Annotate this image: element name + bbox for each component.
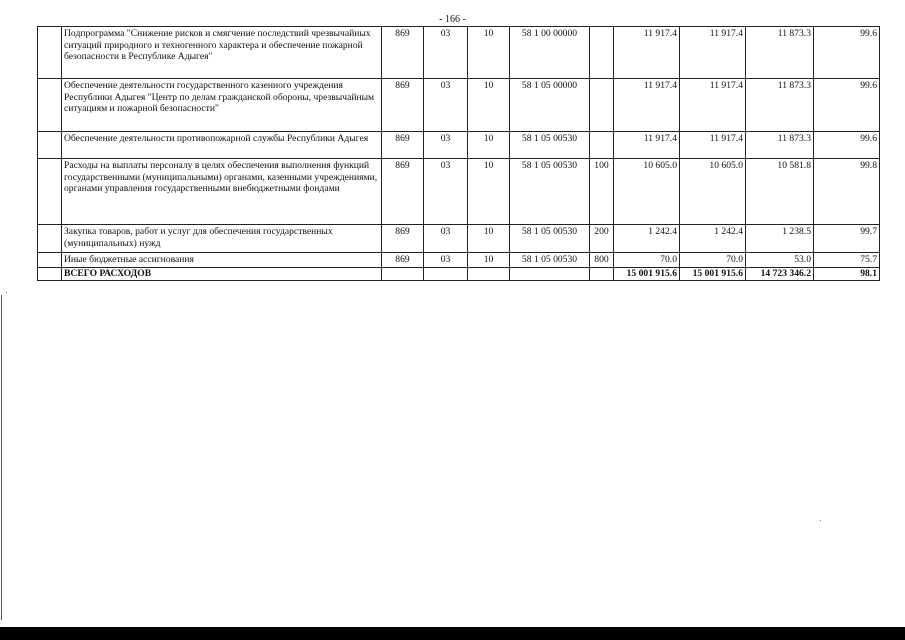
cell-percent: 99.6 xyxy=(814,79,880,132)
total-executed: 14 723 346.2 xyxy=(746,267,814,280)
cell-percent: 99.6 xyxy=(814,132,880,159)
cell-rz: 03 xyxy=(424,132,468,159)
cell-plan: 70.0 xyxy=(614,253,680,268)
total-percent: 98.1 xyxy=(814,267,880,280)
empty-cell xyxy=(382,267,424,280)
total-row xyxy=(38,267,880,280)
empty-cell xyxy=(38,79,62,132)
cell-refined: 11 917.4 xyxy=(680,132,746,159)
empty-cell xyxy=(468,267,510,280)
cell-rz: 03 xyxy=(424,225,468,253)
cell-executed: 11 873.3 xyxy=(746,79,814,132)
cell-gr: 869 xyxy=(382,79,424,132)
cell-gr: 869 xyxy=(382,132,424,159)
cell-executed: 1 238.5 xyxy=(746,225,814,253)
cell-refined: 11 917.4 xyxy=(680,79,746,132)
total-plan: 15 001 915.6 xyxy=(614,267,680,280)
empty-cell xyxy=(38,225,62,253)
cell-pr: 10 xyxy=(468,79,510,132)
cell-pr: 10 xyxy=(468,253,510,268)
total-label: ВСЕГО РАСХОДОВ xyxy=(62,267,382,280)
budget-table xyxy=(37,26,880,281)
cell-percent: 99.8 xyxy=(814,159,880,225)
cell-rz: 03 xyxy=(424,79,468,132)
cell-executed: 53.0 xyxy=(746,253,814,268)
cell-refined: 70.0 xyxy=(680,253,746,268)
cell-csr: 58 1 05 00530 xyxy=(510,253,590,268)
scan-speck xyxy=(6,292,7,293)
table-row xyxy=(38,225,880,253)
cell-rz: 03 xyxy=(424,27,468,79)
cell-rz: 03 xyxy=(424,159,468,225)
cell-pr: 10 xyxy=(468,225,510,253)
cell-rz: 03 xyxy=(424,253,468,268)
cell-vr xyxy=(590,27,614,79)
empty-cell xyxy=(38,132,62,159)
cell-csr: 58 1 05 00530 xyxy=(510,225,590,253)
total-refined: 15 001 915.6 xyxy=(680,267,746,280)
table-row xyxy=(38,132,880,159)
row-name: Иные бюджетные ассигнования xyxy=(62,253,382,268)
empty-cell xyxy=(590,267,614,280)
cell-refined: 1 242.4 xyxy=(680,225,746,253)
empty-cell xyxy=(38,159,62,225)
cell-percent: 99.7 xyxy=(814,225,880,253)
cell-vr: 200 xyxy=(590,225,614,253)
empty-cell xyxy=(38,253,62,268)
row-name: Подпрограмма "Снижение рисков и смягчение последствий чрезвычайных ситуаций природного и техногенного характера и обеспечение пожарной безопасности в Республике Адыгея" xyxy=(62,27,382,79)
table-row xyxy=(38,253,880,268)
cell-plan: 10 605.0 xyxy=(614,159,680,225)
row-name: Закупка товаров, работ и услуг для обеспечения государственных (муниципальных) нужд xyxy=(62,225,382,253)
cell-csr: 58 1 05 00530 xyxy=(510,132,590,159)
cell-pr: 10 xyxy=(468,27,510,79)
table-row xyxy=(38,79,880,132)
page-number: - 166 - xyxy=(439,14,466,25)
cell-csr: 58 1 05 00000 xyxy=(510,79,590,132)
empty-cell xyxy=(38,267,62,280)
row-name: Расходы на выплаты персоналу в целях обеспечения выполнения функций государственными (муниципальными) органами, казенными учреждениями, органами управления государственными внебюджетными фондами xyxy=(62,159,382,225)
cell-percent: 99.6 xyxy=(814,27,880,79)
cell-plan: 1 242.4 xyxy=(614,225,680,253)
cell-executed: 11 873.3 xyxy=(746,27,814,79)
row-name: Обеспечение деятельности государственного казенного учреждения Республики Адыгея "Центр по делам гражданской обороны, чрезвычайным ситуациям и пожарной безопасности" xyxy=(62,79,382,132)
cell-gr: 869 xyxy=(382,27,424,79)
empty-cell xyxy=(510,267,590,280)
cell-csr: 58 1 05 00530 xyxy=(510,159,590,225)
cell-vr: 800 xyxy=(590,253,614,268)
cell-vr xyxy=(590,132,614,159)
row-name: Обеспечение деятельности противопожарной службы Республики Адыгея xyxy=(62,132,382,159)
cell-plan: 11 917.4 xyxy=(614,79,680,132)
cell-csr: 58 1 00 00000 xyxy=(510,27,590,79)
cell-vr: 100 xyxy=(590,159,614,225)
scan-edge-line xyxy=(1,295,2,620)
table-row xyxy=(38,159,880,225)
table-row xyxy=(38,27,880,79)
cell-pr: 10 xyxy=(468,132,510,159)
cell-vr xyxy=(590,79,614,132)
cell-plan: 11 917.4 xyxy=(614,27,680,79)
cell-pr: 10 xyxy=(468,159,510,225)
cell-executed: 10 581.8 xyxy=(746,159,814,225)
cell-percent: 75.7 xyxy=(814,253,880,268)
cell-gr: 869 xyxy=(382,225,424,253)
empty-cell xyxy=(424,267,468,280)
scan-speck xyxy=(820,520,821,521)
scan-bottom-band xyxy=(0,627,905,640)
cell-gr: 869 xyxy=(382,253,424,268)
cell-refined: 10 605.0 xyxy=(680,159,746,225)
cell-executed: 11 873.3 xyxy=(746,132,814,159)
empty-cell xyxy=(38,27,62,79)
cell-refined: 11 917.4 xyxy=(680,27,746,79)
cell-plan: 11 917.4 xyxy=(614,132,680,159)
cell-gr: 869 xyxy=(382,159,424,225)
